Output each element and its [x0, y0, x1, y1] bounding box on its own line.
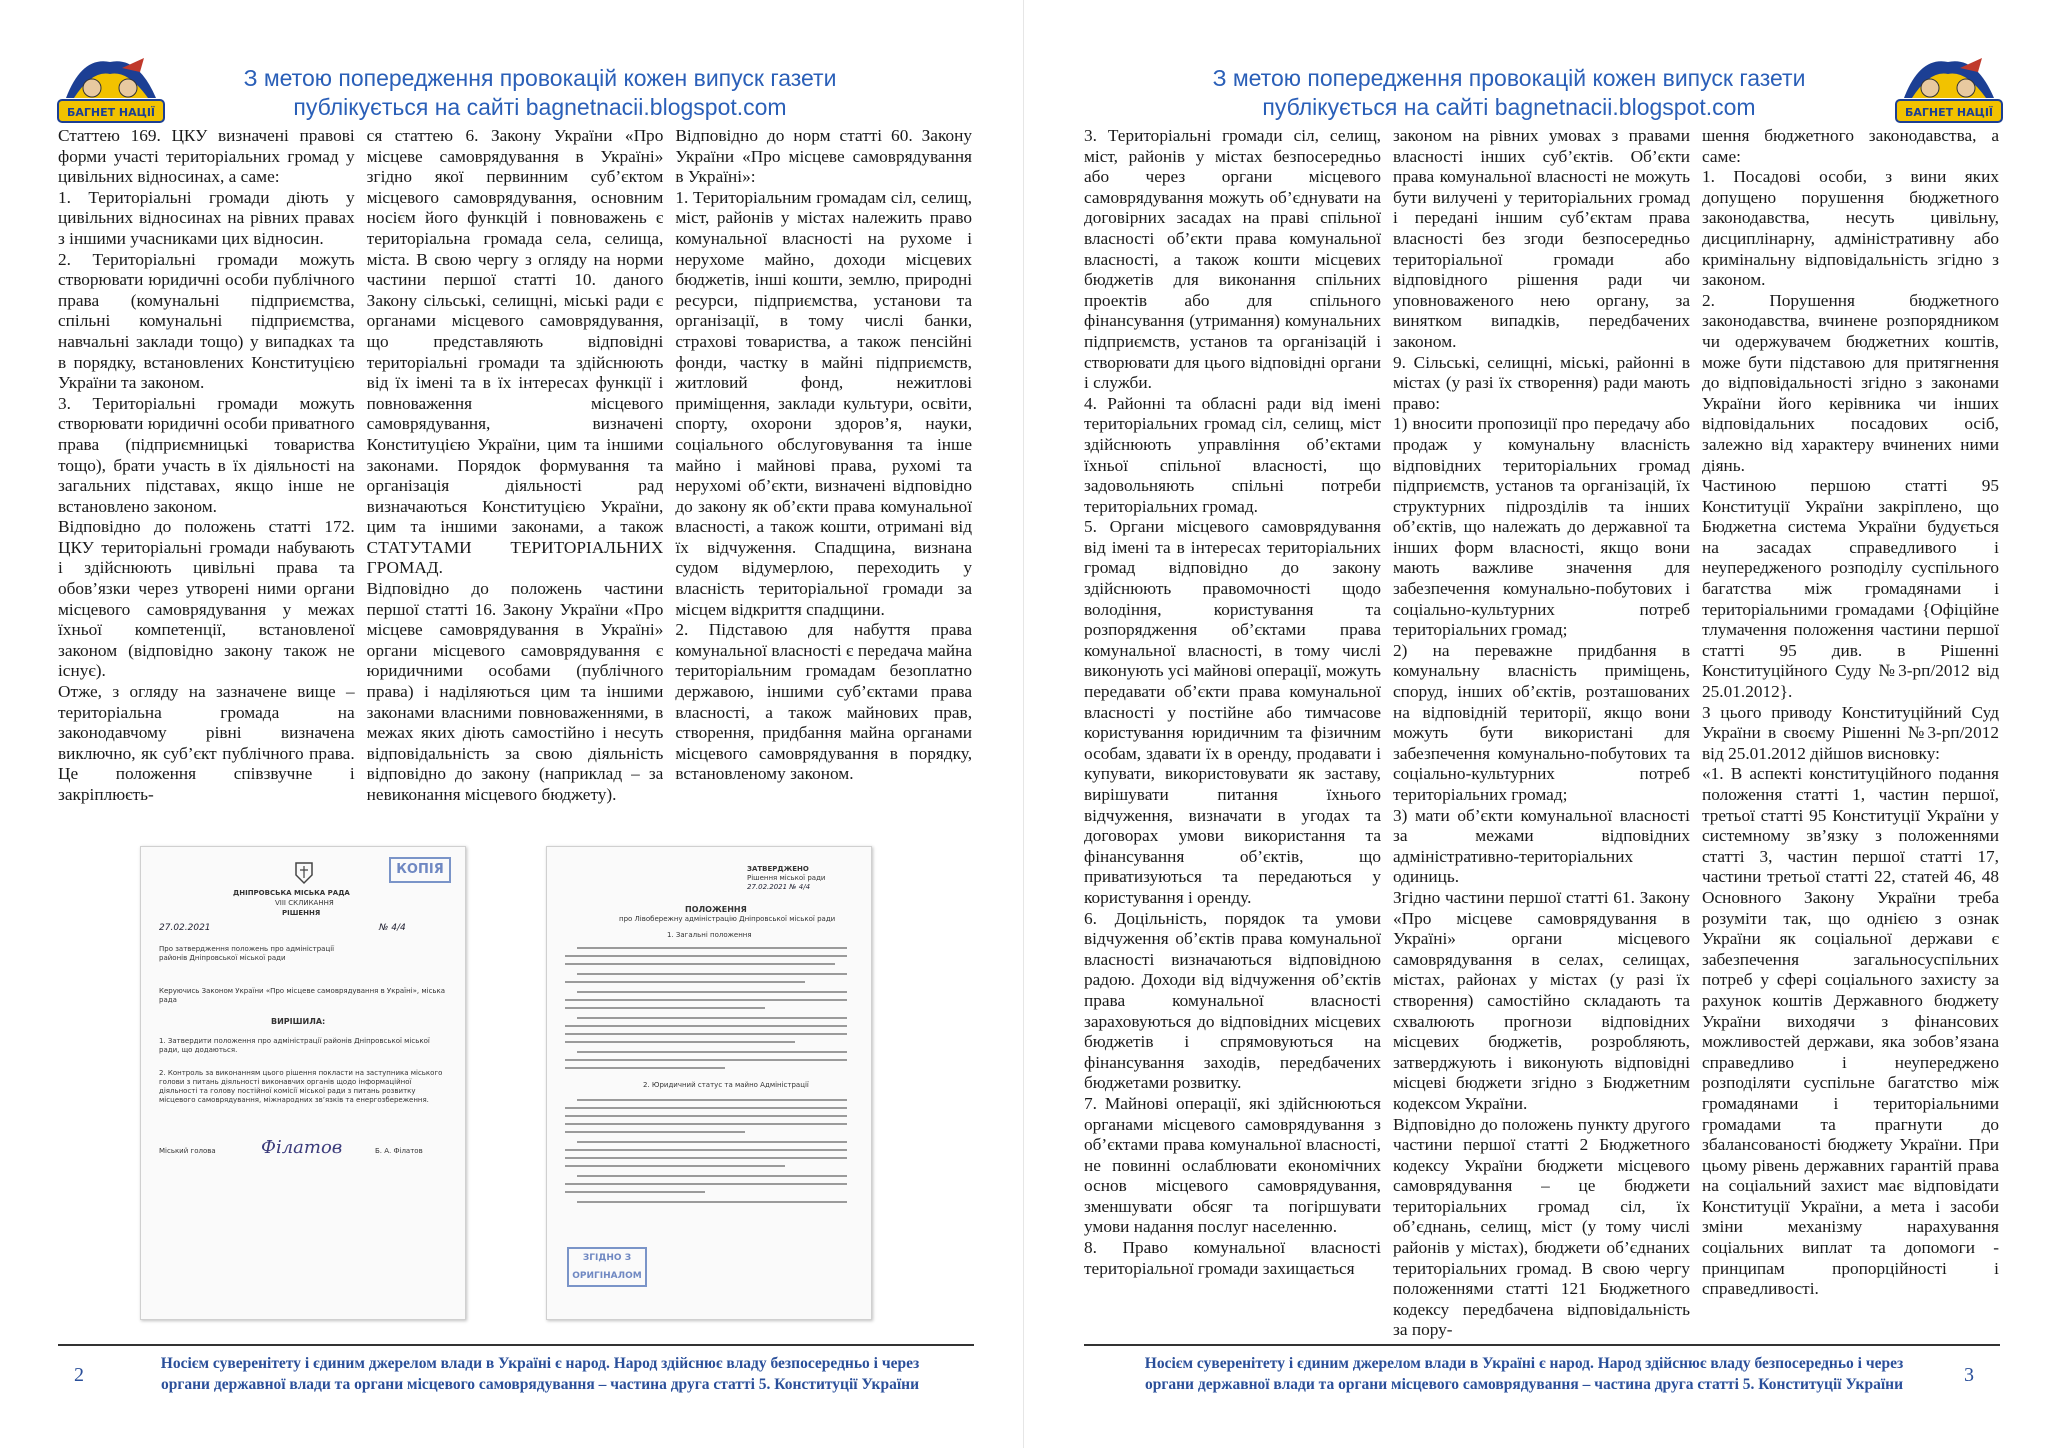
scan-doctype: РІШЕННЯ	[282, 909, 321, 917]
paragraph: Статтею 169. ЦКУ визначені правові форми участі територіальних громад у цивільних відносинах, а саме:	[58, 126, 355, 187]
paragraph: ся статтею 6. Закону України «Про місцеве самоврядування в Україні» згідно якої первинним суб’єктом місцевого самоврядування, основним носієм його функцій і повноважень є територіальна громада села, селища, міста. В свою чергу з огляду на норми частини першої статті 10. даного Закону сільські, селищні, міські ради є органами місцевого самоврядування, що представляють відповідні територіальні громади та здійснюють від їх імені та в їх інтересах функції і повноваження місцевого самоврядування, визначені Конституцією України, цим та іншими законами. Порядок формування та організація діяльності рад визначаються Конституцією України, цим та іншими законами, а також СТАТУТАМИ ТЕРИТОРІАЛЬНИХ ГРОМАД.	[366, 126, 664, 578]
paragraph: Частиною першою статті 95 Конституції України закріплено, що Бюджетна система України будується на засадах справедливого і неупередженого розподілу суспільного багатства між громадянами і територіальними громадами {Офіційне тлумачення положення частини першої статті 95 див. в Рішенні Конституційного Суду №3-рп/2012 від 25.01.2012}.	[1702, 476, 1999, 702]
footer-line-1: Носієм суверенітету і єдиним джерелом влади в Україні є народ. Народ здійснює владу безпосередньо і через	[1144, 1355, 1904, 1372]
scan-item-2: 2. Контроль за виконанням цього рішення покласти на заступника міського голови з питань діяльності виконавчих органів щодо інформаційної діяльності та голову постійної комісії міської ради з питань розвитку місцевого самоврядування, міжнародних зв’язків та енергозбереження.	[159, 1069, 443, 1104]
paragraph: 1. Територіальні громади діють у цивільних відносинах на рівних правах з іншими учасниками цих відносин.	[58, 187, 355, 248]
column-1	[58, 126, 355, 846]
paragraph: «1. В аспекті конституційного подання положення статті 1, частин першої, третьої статті 95 Конституції України у системному зв’язку з положеннями статті 3, частин першої статті 17, частини третьої статті 22, статей 46, 48 Основного Закону України треба розуміти так, що однією з ознак України як соціальної держави є забезпечення загальносуспільних потреб у сфері соціального захисту за рахунок коштів Державного бюджету України виходячи з фінансових можливостей держави, яка зобов’язана справедливо і неупереджено розподіляти суспільне багатство між громадянами і територіальними громадами та прагнути до збалансованості бюджету України. При цьому рівень державних гарантій права на соціальний захист має відповідати Конституції України, а мета і засоби зміни механізму нарахування соціальних виплат та допомоги - принципам пропорційності і справедливості.	[1702, 764, 1999, 1299]
header-line-1: З метою попередження провокацій кожен випуск газети	[1212, 65, 1806, 91]
paragraph: 1) вносити пропозиції про передачу або продаж у комунальну власність відповідних територіальних громад підприємств, установ та організацій, їх структурних підрозділів та інших об’єктів, що належать до державної та інших форм власності, якщо вони мають важливе значення для забезпечення комунально-побутових і соціально-культурних потреб територіальних громад;	[1393, 414, 1690, 640]
paragraph: 1. Територіальним громадам сіл, селищ, міст, районів у містах належить право комунальної власності на рухоме і нерухоме майно, доходи місцевих бюджетів, інші кошти, землю, природні ресурси, підприємства, установи та організації, в тому числі банки, страхові товариства, а також пенсійні фонди, частку в майні підприємств, житловий фонд, нежитлові приміщення, заклади культури, освіти, спорту, охорони здоров’я, науки, соціального обслуговування та інше майно і майнові права, рухомі та нерухомі об’єкти, визначені відповідно до закону як об’єкти права комунальної власності, а також кошти, отримані від їх відчуження. Спадщина, визнана судом відумерлою, переходить у власність територіальної громади за місцем відкриття спадщини.	[675, 187, 973, 619]
page-header	[1154, 64, 1864, 122]
page-number: 2	[74, 1364, 84, 1386]
footer-divider	[58, 1344, 974, 1346]
paragraph: З цього приводу Конституційний Суд України в своєму Рішенні №3-рп/2012 від 25.01.2012 дійшов висновку:	[1702, 702, 1999, 763]
paragraph: Згідно частини першої статті 61. Закону «Про місцеве самоврядування в Україні» органи місцевого самоврядування в селах, селищах, містах, районах у містах (у разі їх створення) самостійно складають та схвалюють прогнози відповідних місцевих бюджетів, розробляють, затверджують і виконують відповідні місцеві бюджети згідно з Бюджетним кодексом України.	[1393, 887, 1690, 1113]
scan-resolved: ВИРІШИЛА:	[271, 1017, 326, 1026]
scan2-title: ПОЛОЖЕННЯ	[685, 905, 747, 914]
paragraph: 9. Сільські, селищні, міські, районні в містах (у разі їх створення) ради мають право:	[1393, 352, 1690, 413]
paragraph: 2) на переважне придбання в комунальну власність приміщень, споруд, інших об’єктів, розташованих на відповідній території, якщо вони можуть бути використані для забезпечення комунально-побутових та соціально-культурних потреб територіальних громад;	[1393, 640, 1690, 804]
scan-mayor-name: Б. А. Філатов	[375, 1147, 423, 1155]
scan-org: ДНІПРОВСЬКА МІСЬКА РАДА	[233, 889, 350, 897]
scan-item-1: 1. Затвердити положення про адміністрації районів Дніпровської міської ради, що додаються.	[159, 1037, 430, 1054]
paragraph: Відповідно до положень частини першої статті 16. Закону України «Про місцеве самоврядування в Україні» органи місцевого самоврядування є юридичними особами (публічного права) і наділяються цим та іншими законами власними повноваженнями, в межах яких діють самостійно і несуть відповідальність за свою діяльність відповідно до закону (наприклад – за невиконання місцевого бюджету).	[366, 579, 664, 804]
paragraph: Отже, з огляду на зазначене вище – територіальна громада на законодавчому рівні визначена виключно, як суб’єкт публічного права. Це положення співзвучне і закріплюєть-	[58, 682, 355, 804]
scan2-approved-date: 27.02.2021 № 4/4	[747, 883, 811, 891]
paragraph: шення бюджетного законодавства, а саме:	[1702, 126, 1999, 166]
column-1	[1084, 126, 1381, 1348]
header-line-2: публікується на сайті bagnetnacii.blogspot.com	[1262, 94, 1756, 120]
paragraph: 1. Посадові особи, з вини яких допущено порушення бюджетного законодавства, несуть цивільну, дисциплінарну, адміністративну або кримінальну відповідальність згідно з законом.	[1702, 167, 1999, 290]
text-columns	[58, 126, 972, 846]
paragraph: законом на рівних умовах з правами власності інших суб’єктів. Об’єкти права комунальної власності не можуть бути вилучені у територіальних громад і передані іншим суб’єктам права власності без згоди безпосередньо територіальної громади або відповідного рішення ради чи уповноваженого нею органу, за винятком випадків, передбачених законом.	[1393, 126, 1690, 351]
footer-divider	[1084, 1344, 2000, 1346]
scan-date: 27.02.2021	[159, 923, 211, 933]
paragraph: 4. Районні та обласні ради від імені територіальних громад сіл, селищ, міст здійснюють управління об’єктами їхньої спільної власності, що задовольняють спільні потреби територіальних громад.	[1084, 393, 1381, 516]
scanned-regulation	[546, 846, 872, 1320]
paragraph: 2. Територіальні громади можуть створювати юридичні особи публічного права (комунальні підприємства, спільні комунальні підприємства, навчальні заклади тощо) у випадках та в порядку, встановлених Конституцією України та законом.	[58, 249, 355, 393]
paragraph: Відповідно до норм статті 60. Закону України «Про місцеве самоврядування в Україні»:	[675, 126, 973, 187]
coat-of-arms-icon	[294, 861, 314, 885]
scan2-approved-by: Рішення міської ради	[747, 874, 826, 882]
paragraph: 3. Територіальні громади можуть створювати юридичні особи приватного права (підприємницькі товариства тощо), брати участь в їх діяльності на загальних підставах, якщо інше не встановлено законом.	[58, 393, 355, 516]
scan2-subtitle: про Лівобережну адміністрацію Дніпровської міської ради	[619, 915, 836, 923]
column-2	[1393, 126, 1690, 1348]
footer-line-1: Носієм суверенітету і єдиним джерелом влади в Україні є народ. Народ здійснює владу безпосередньо і через	[160, 1355, 920, 1372]
scanned-documents	[140, 846, 880, 1320]
column-2	[367, 126, 664, 846]
paragraph: 2. Підставою для набуття права комунальної власності є передача майна територіальним громадам безоплатно державою, іншими суб’єктами права власності, а також майнових прав, створення, придбання майна органами місцевого самоврядування в порядку, встановленому законом.	[675, 620, 973, 784]
scan-subject: Про затвердження положень про адміністрації районів Дніпровської міської ради	[159, 945, 335, 962]
scan2-section-1: 1. Загальні положення	[667, 931, 752, 939]
scan2-section-2: 2. Юридичний статус та майно Адміністрації	[643, 1081, 809, 1089]
copy-stamp: КОПІЯ	[389, 857, 451, 883]
scan-mayor: Міський голова	[159, 1147, 216, 1155]
mayor-signature: Філатов	[261, 1137, 343, 1158]
page-footer	[100, 1353, 980, 1395]
scan2-approved: ЗАТВЕРДЖЕНО	[747, 865, 809, 873]
paragraph: Відповідно до положень пункту другого частини першої статті 2 Бюджетного кодексу України бюджети місцевого самоврядування – це бюджети територіальних громад сіл, їх об’єднань, селищ, міст (у тому числі районів у містах), бюджети об’єднаних територіальних громад. В свою чергу положеннями статті 121 Бюджетного кодексу передбачена відповідальність за пору-	[1393, 1114, 1690, 1340]
header-line-2: публікується на сайті bagnetnacii.blogspot.com	[293, 94, 787, 120]
right-page	[1024, 0, 2048, 1448]
footer-line-2: органи державної влади та органи місцевого самоврядування – частина друга статті 5. Конституції України	[1144, 1376, 1904, 1393]
original-stamp: ЗГІДНО З ОРИГІНАЛОМ	[567, 1247, 647, 1287]
svg-text:БАГНЕТ НАЦІЇ: БАГНЕТ НАЦІЇ	[66, 106, 156, 119]
scan-guided: Керуючись Законом України «Про місцеве самоврядування в Україні», міська рада	[159, 987, 446, 1004]
scan-convocation: VIII СКЛИКАННЯ	[275, 899, 334, 907]
text-columns	[1084, 126, 1999, 1348]
paragraph: 3. Територіальні громади сіл, селищ, міст, районів у містах безпосередньо або через органи місцевого самоврядування можуть об’єднувати на договірних засадах на праві спільної власності об’єкти права комунальної власності, а також кошти місцевих бюджетів для виконання спільних проектів або для спільного фінансування (утримання) комунальних підприємств, установ та організацій і створювати для цього відповідні органи і служби.	[1084, 126, 1381, 393]
column-3	[1702, 126, 1999, 1348]
scanned-decision	[140, 846, 466, 1320]
paragraph: 3) мати об’єкти комунальної власності за межами відповідних адміністративно-територіальних одиниць.	[1393, 805, 1690, 887]
footer-line-2: органи державної влади та органи місцевого самоврядування – частина друга статті 5. Конституції України	[160, 1376, 920, 1393]
scan-number: № 4/4	[379, 923, 406, 933]
paragraph: 8. Право комунальної власності територіальної громади захищається	[1084, 1238, 1381, 1278]
paragraph: 7. Майнові операції, які здійснюються органами місцевого самоврядування з об’єктами права комунальної власності, не повинні ослаблювати економічних основ місцевого самоврядування, зменшувати обсяг та погіршувати умови надання послуг населенню.	[1084, 1093, 1381, 1237]
newspaper-logo-icon	[52, 48, 170, 126]
paragraph: 6. Доцільність, порядок та умови відчуження об’єктів права комунальної власності визначаються відповідною радою. Доходи від відчуження об’єктів права комунальної власності зараховуються до відповідних місцевих бюджетів і спрямовуються на фінансування заходів, передбачених бюджетами розвитку.	[1084, 908, 1381, 1093]
page-header	[185, 64, 895, 122]
page-footer	[1084, 1353, 1964, 1395]
paragraph: Відповідно до положень статті 172. ЦКУ територіальні громади набувають і здійснюють цивільні права та обов’язки через утворені ними органи місцевого самоврядування у межах їхньої компетенції, встановленої законом (відповідно закону також не існує).	[58, 517, 355, 681]
svg-text:БАГНЕТ НАЦІЇ: БАГНЕТ НАЦІЇ	[1904, 106, 1994, 119]
paragraph: 5. Органи місцевого самоврядування від імені та в інтересах територіальних громад відповідно до закону здійснюють правомочності щодо володіння, користування та розпорядження об’єктами права комунальної власності, в тому числі виконують усі майнові операції, можуть передавати об’єкти права комунальної власності у постійне або тимчасове користування юридичним та фізичним особам, здавати їх в оренду, продавати і купувати, використовувати як заставу, вирішувати питання їхнього відчуження, визначати в угодах та договорах умови використання та фінансування об’єктів, що приватизуються та передаються у користування і оренду.	[1084, 517, 1381, 907]
header-line-1: З метою попередження провокацій кожен випуск газети	[243, 65, 837, 91]
column-3	[675, 126, 972, 846]
paragraph: 2. Порушення бюджетного законодавства, вчинене розпорядником чи одержувачем бюджетних коштів, може бути підставою для притягнення до відповідальності згідно з законами України його керівника чи інших відповідальних посадових осіб, залежно від характеру вчинених ними діянь.	[1702, 290, 1999, 475]
page-number: 3	[1964, 1364, 1974, 1386]
newspaper-logo-icon	[1890, 48, 2008, 126]
